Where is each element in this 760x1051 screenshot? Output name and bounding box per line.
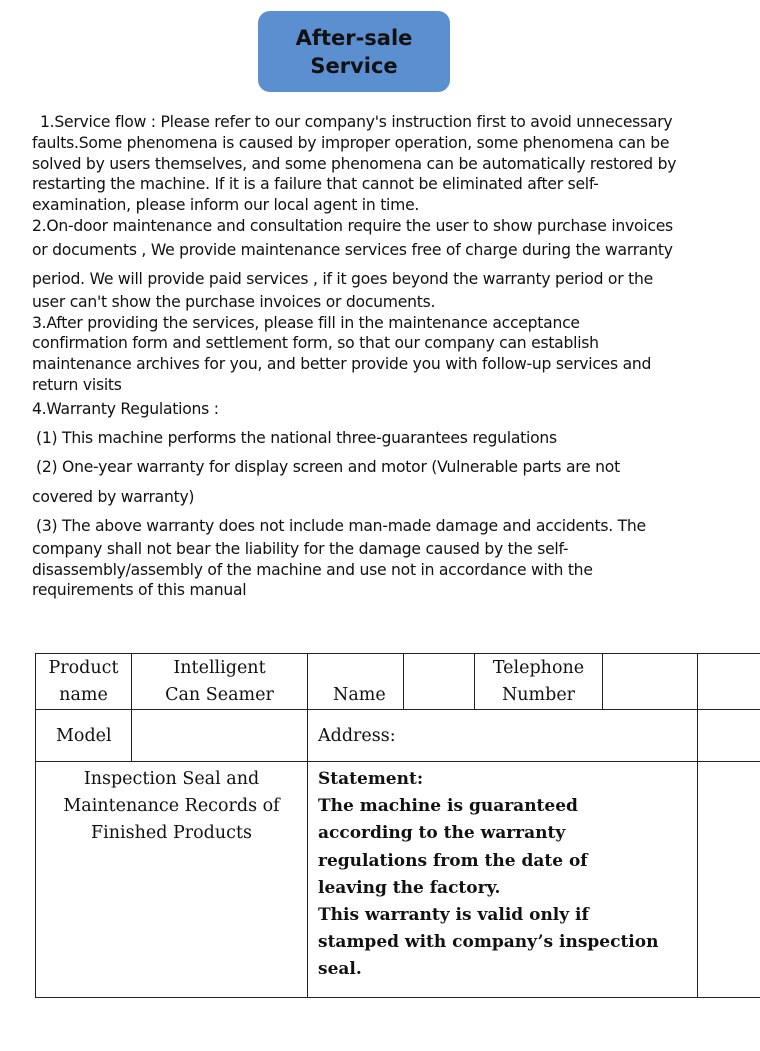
model-value-cell <box>132 710 308 762</box>
text-line: disassembly/assembly of the machine and use not in accordance with the <box>32 560 593 579</box>
product-name-value-cell <box>132 654 308 710</box>
text-line: (3) The above warranty does not include man-made damage and accidents. The <box>36 516 646 535</box>
text-line: covered by warranty) <box>32 487 195 506</box>
name-value-cell <box>404 654 475 710</box>
text-line: 1.Service flow : Please refer to our company's instruction first to avoid unnecessary <box>40 113 673 131</box>
address-label: Address: <box>318 725 396 746</box>
text-line: maintenance archives for you, and better provide you with follow-up services and <box>32 355 652 374</box>
inspection-line-1: Inspection Seal and <box>83 769 260 789</box>
text-line: requirements of this manual <box>32 581 247 600</box>
page-title-box <box>258 11 450 92</box>
text-line: user can't show the purchase invoices or documents. <box>32 292 436 311</box>
inspection-seal-cell <box>36 762 308 998</box>
extra-cell <box>698 654 760 710</box>
text-line: faults.Some phenomena is caused by improper operation, some phenomena can be <box>32 133 670 152</box>
service-instructions <box>32 112 747 601</box>
product-name-value-line-1: Intelligent <box>173 658 266 678</box>
page-title-line-2: Service <box>310 53 398 78</box>
inspection-line-3: Finished Products <box>91 823 252 844</box>
telephone-label-line-1: Telephone <box>492 658 585 678</box>
telephone-label-line-2: Number <box>501 685 576 705</box>
telephone-value-cell <box>603 654 698 710</box>
model-label: Model <box>56 725 112 746</box>
text-line: restarting the machine. If it is a failure that cannot be eliminated after self- <box>32 175 599 194</box>
text-line: 2.On-door maintenance and consultation require the user to show purchase invoices <box>32 216 673 235</box>
page-title-line-1: After-sale <box>295 25 413 50</box>
product-name-value-line-2: Can Seamer <box>165 685 274 705</box>
name-label: Name <box>333 685 386 705</box>
text-line: (2) One-year warranty for display screen and motor (Vulnerable parts are not <box>36 457 620 476</box>
address-cell <box>308 710 698 762</box>
text-line: period. We will provide paid services , if it goes beyond the warranty period or the <box>32 269 653 288</box>
text-line: 3.After providing the services, please fill in the maintenance acceptance <box>32 313 580 332</box>
text-line: 4.Warranty Regulations : <box>32 399 219 418</box>
model-label-cell <box>36 710 132 762</box>
extra-cell <box>698 762 760 998</box>
telephone-label-cell <box>475 654 603 710</box>
name-label-cell <box>308 654 404 710</box>
warranty-form-table <box>35 653 760 998</box>
text-line: company shall not bear the liability for the damage caused by the self- <box>32 539 569 558</box>
text-line: confirmation form and settlement form, so that our company can establish <box>32 334 599 353</box>
text-line: or documents , We provide maintenance services free of charge during the warranty <box>32 240 673 259</box>
text-line: return visits <box>32 375 122 394</box>
text-line: examination, please inform our local agent in time. <box>32 196 420 215</box>
text-line: solved by users themselves, and some phenomena can be automatically restored by <box>32 154 677 173</box>
inspection-line-2: Maintenance Records of <box>63 796 280 817</box>
product-name-label-line-2: name <box>59 685 108 705</box>
product-name-label-cell <box>36 654 132 710</box>
product-name-label-line-1: Product <box>48 658 119 678</box>
extra-cell <box>698 710 760 762</box>
statement-cell: Statement: The machine is guaranteed according to the warranty regulations from the date of leaving the factory. This warranty is valid only if stamped with company’s inspection seal. <box>308 762 698 998</box>
text-line: (1) This machine performs the national three-guarantees regulations <box>36 428 557 447</box>
